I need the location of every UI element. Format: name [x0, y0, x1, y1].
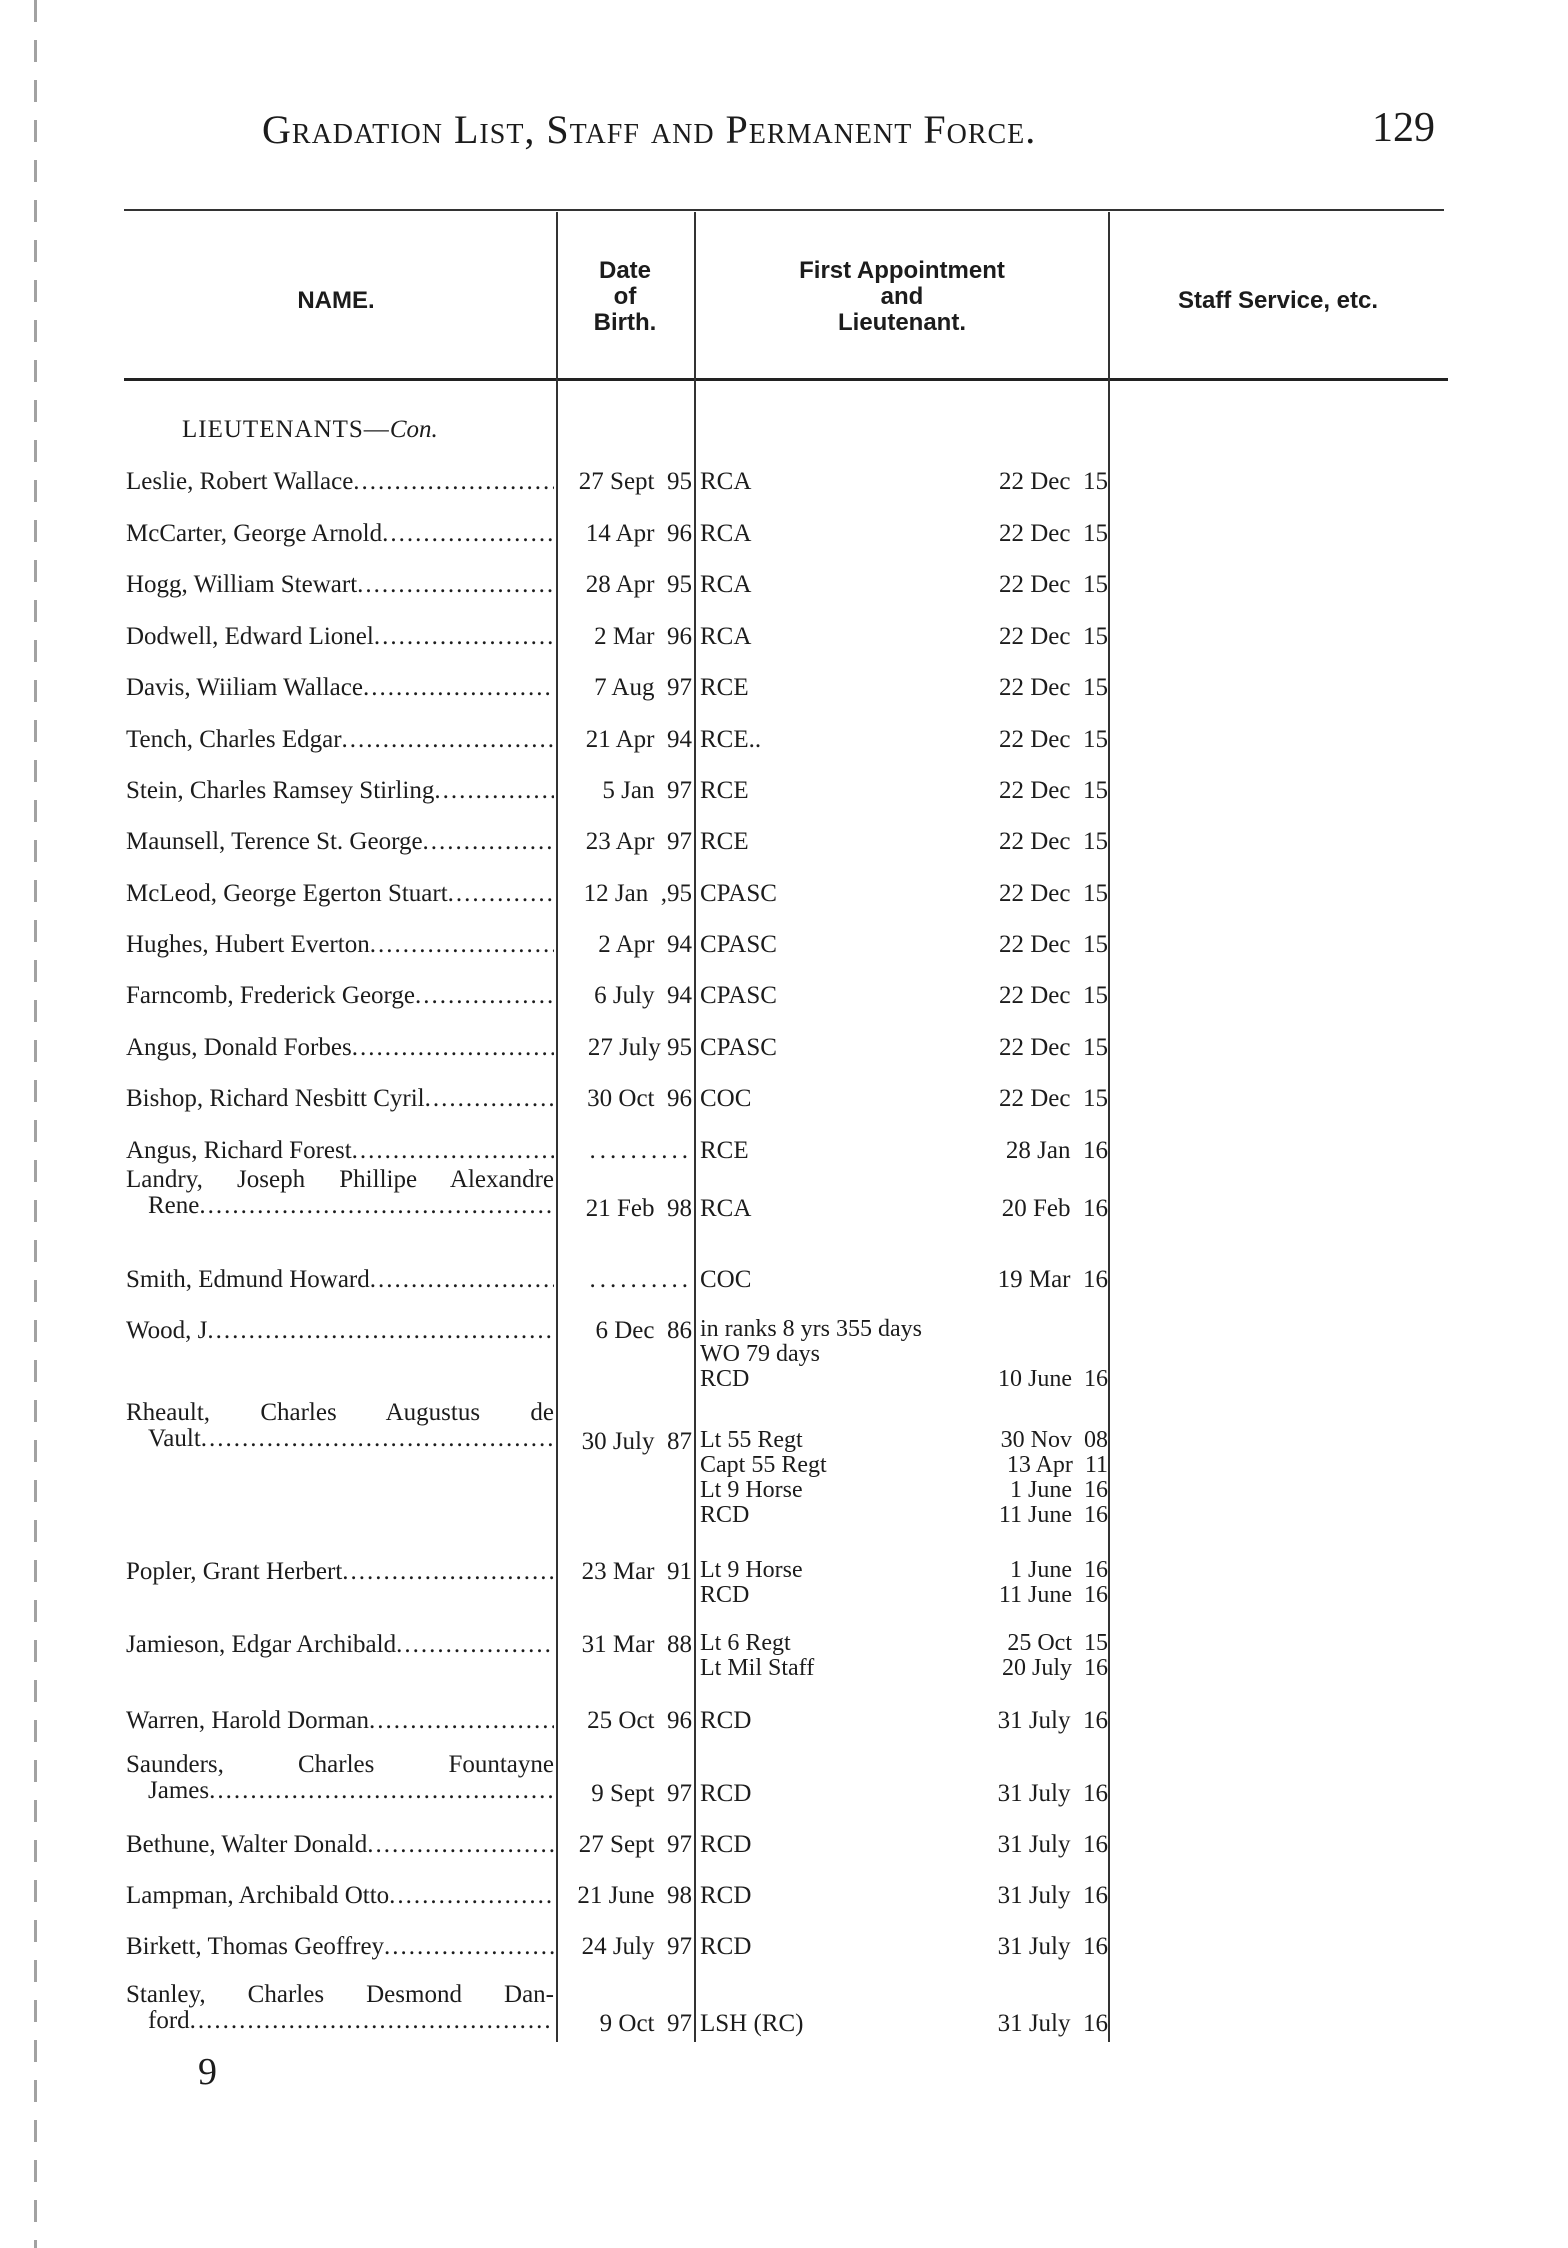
officer-name: Dodwell, Edward Lionel .....: [126, 623, 554, 651]
column-header-name: NAME.: [297, 287, 375, 314]
appointment-corps: Capt 55 Regt: [700, 1452, 827, 1478]
appointment-date: 25 Oct 15: [1007, 1630, 1108, 1656]
officer-name: [126, 1400, 554, 1452]
officer-name: Davis, Wiiliam Wallace .....: [126, 674, 554, 702]
appointment-date: 22 Dec 15: [999, 623, 1108, 650]
appointment-corps: RCA: [700, 623, 752, 650]
appointment-corps: RCA: [700, 520, 752, 547]
appointment-date: 22 Dec 15: [999, 880, 1108, 907]
appointment-date: 31 July 16: [997, 1882, 1108, 1909]
date-of-birth: 30 Oct 96: [587, 1085, 692, 1112]
date-of-birth: 27 Sept 97: [578, 1831, 692, 1858]
appointment-corps: RCE: [700, 828, 749, 855]
appointment-corps: RCD: [700, 1831, 752, 1858]
date-of-birth: 12 Jan ,95: [583, 880, 692, 907]
appointment-corps: RCD: [700, 1933, 752, 1960]
appointment-corps: RCA: [700, 571, 752, 598]
date-of-birth: ..........: [589, 1137, 692, 1164]
date-of-birth: 14 Apr 96: [585, 520, 692, 547]
appointment-corps: CPASC: [700, 1034, 777, 1061]
officer-name: [126, 1752, 554, 1804]
appointment-date: 22 Dec 15: [999, 726, 1108, 753]
appointment-date: 22 Dec 15: [999, 571, 1108, 598]
appointment-date: 22 Dec 15: [999, 468, 1108, 495]
appointment-corps: RCE: [700, 777, 749, 804]
date-of-birth: 25 Oct 96: [587, 1707, 692, 1734]
appointment-corps: RCD: [700, 1366, 750, 1392]
appointment-date: 1 June 16: [1010, 1477, 1108, 1503]
date-of-birth: 2 Apr 94: [598, 931, 692, 958]
column-header-dob: Date of Birth.: [593, 257, 657, 336]
date-of-birth: 23 Mar 91: [581, 1558, 692, 1585]
officer-name: Stein, Charles Ramsey Stirling .....: [126, 777, 554, 805]
signature-mark: 9: [198, 2051, 217, 2093]
date-of-birth: 6 Dec 86: [595, 1317, 692, 1344]
appointment-corps: CPASC: [700, 982, 777, 1009]
officer-name: Warren, Harold Dorman .....: [126, 1707, 554, 1735]
date-of-birth: 6 July 94: [594, 982, 692, 1009]
officer-name: Wood, J .....: [126, 1317, 554, 1345]
header-rule: [124, 378, 1448, 381]
officer-name-line: Stanley, Charles Desmond Dan-: [126, 1981, 554, 2008]
date-of-birth: 9 Sept 97: [591, 1780, 692, 1807]
appointment-date: 20 Feb 16: [1001, 1195, 1108, 1222]
officer-name-continuation: Vault .....: [126, 1426, 554, 1452]
date-of-birth: 24 July 97: [581, 1933, 692, 1960]
appointment-date: 30 Nov 08: [1000, 1427, 1108, 1453]
officer-name: Angus, Donald Forbes .....: [126, 1034, 554, 1062]
appointment-corps: in ranks 8 yrs 355 days: [700, 1316, 922, 1342]
officer-name-line: Saunders, Charles Fountayne: [126, 1751, 554, 1778]
officer-name: Hogg, William Stewart .....: [126, 571, 554, 599]
appointment-corps: COC: [700, 1085, 752, 1112]
appointment-corps: CPASC: [700, 931, 777, 958]
appointment-date: 19 Mar 16: [997, 1266, 1108, 1293]
officer-name-continuation: James .....: [126, 1778, 554, 1804]
appointment-date: 28 Jan 16: [1005, 1137, 1108, 1164]
officer-name-line: Landry, Joseph Phillipe Alexandre: [126, 1166, 554, 1193]
appointment-corps: Lt Mil Staff: [700, 1655, 815, 1681]
officer-name: McCarter, George Arnold .....: [126, 520, 554, 548]
officer-name: Popler, Grant Herbert .....: [126, 1558, 554, 1586]
officer-name: Smith, Edmund Howard .....: [126, 1266, 554, 1294]
appointment-corps: RCE: [700, 674, 749, 701]
appointment-date: 11 June 16: [998, 1502, 1108, 1528]
appointment-corps: COC: [700, 1266, 752, 1293]
appointment-corps: Lt 9 Horse: [700, 1477, 803, 1503]
officer-name-line: Rheault, Charles Augustus de: [126, 1399, 554, 1426]
appointment-date: 31 July 16: [997, 2010, 1108, 2037]
date-of-birth: ..........: [589, 1266, 692, 1293]
appointment-date: 31 July 16: [997, 1831, 1108, 1858]
appointment-corps: RCA: [700, 468, 752, 495]
officer-name: Lampman, Archibald Otto .....: [126, 1882, 554, 1910]
column-header-staff: Staff Service, etc.: [1177, 287, 1379, 314]
officer-name: Birkett, Thomas Geoffrey .....: [126, 1933, 554, 1961]
appointment-date: 22 Dec 15: [999, 520, 1108, 547]
column-header-appointment: First Appointment and Lieutenant.: [799, 257, 1005, 336]
date-of-birth: 2 Mar 96: [594, 623, 692, 650]
appointment-corps: Lt 6 Regt: [700, 1630, 791, 1656]
appointment-corps: RCD: [700, 1780, 752, 1807]
date-of-birth: 21 June 98: [577, 1882, 692, 1909]
date-of-birth: 21 Apr 94: [585, 726, 692, 753]
appointment-corps: RCD: [700, 1882, 752, 1909]
appointment-corps: RCD: [700, 1582, 750, 1608]
date-of-birth: 27 Sept 95: [578, 468, 692, 495]
appointment-date: 22 Dec 15: [999, 828, 1108, 855]
appointment-corps: LSH (RC): [700, 2010, 804, 2037]
officer-name: Bethune, Walter Donald .....: [126, 1831, 554, 1859]
appointment-corps: Lt 9 Horse: [700, 1557, 803, 1583]
officer-name: Angus, Richard Forest .....: [126, 1137, 554, 1165]
officer-name: Jamieson, Edgar Archibald .....: [126, 1631, 554, 1659]
appointment-corps: Lt 55 Regt: [700, 1427, 803, 1453]
appointment-date: 31 July 16: [997, 1780, 1108, 1807]
date-of-birth: 7 Aug 97: [594, 674, 692, 701]
column-divider: [556, 212, 558, 2042]
officer-name: Leslie, Robert Wallace .....: [126, 468, 554, 496]
date-of-birth: 5 Jan 97: [602, 777, 692, 804]
appointment-corps: CPASC: [700, 880, 777, 907]
date-of-birth: 21 Feb 98: [585, 1195, 692, 1222]
page-title: Gradation List, Staff and Permanent Force.: [262, 107, 1037, 152]
appointment-date: 10 June 16: [998, 1366, 1108, 1392]
officer-name: Maunsell, Terence St. George .....: [126, 828, 554, 856]
appointment-corps: RCD: [700, 1707, 752, 1734]
appointment-date: 31 July 16: [997, 1707, 1108, 1734]
appointment-date: 22 Dec 15: [999, 1034, 1108, 1061]
appointment-date: 20 July 16: [1001, 1655, 1108, 1681]
section-label: LIEUTENANTS—Con.: [182, 416, 438, 443]
column-divider: [1108, 212, 1110, 2042]
appointment-corps: WO 79 days: [700, 1341, 820, 1367]
appointment-date: 31 July 16: [997, 1933, 1108, 1960]
appointment-date: 22 Dec 15: [999, 982, 1108, 1009]
officer-name-continuation: Rene .....: [126, 1193, 554, 1219]
officer-name: Tench, Charles Edgar .....: [126, 726, 554, 754]
date-of-birth: 27 July 95: [587, 1034, 692, 1061]
appointment-corps: RCE: [700, 1137, 749, 1164]
appointment-date: 11 June 16: [998, 1582, 1108, 1608]
appointment-corps: RCA: [700, 1195, 752, 1222]
date-of-birth: 31 Mar 88: [581, 1631, 692, 1658]
appointment-date: 22 Dec 15: [999, 777, 1108, 804]
appointment-corps: RCE..: [700, 726, 762, 753]
page-margin-mark: [34, 0, 37, 2248]
date-of-birth: 30 July 87: [581, 1428, 692, 1455]
top-rule: [124, 209, 1444, 211]
page-number: 129: [1372, 105, 1435, 151]
officer-name: Bishop, Richard Nesbitt Cyril .....: [126, 1085, 554, 1113]
appointment-date: 1 June 16: [1010, 1557, 1108, 1583]
appointment-date: 22 Dec 15: [999, 1085, 1108, 1112]
officer-name: [126, 1982, 554, 2034]
officer-name: [126, 1167, 554, 1219]
officer-name: McLeod, George Egerton Stuart .....: [126, 880, 554, 908]
appointment-date: 22 Dec 15: [999, 674, 1108, 701]
appointment-date: 22 Dec 15: [999, 931, 1108, 958]
date-of-birth: 28 Apr 95: [585, 571, 692, 598]
date-of-birth: 23 Apr 97: [585, 828, 692, 855]
officer-name-continuation: ford .....: [126, 2008, 554, 2034]
officer-name: Hughes, Hubert Everton .....: [126, 931, 554, 959]
date-of-birth: 9 Oct 97: [599, 2010, 692, 2037]
appointment-date: 13 Apr 11: [1006, 1452, 1108, 1478]
officer-name: Farncomb, Frederick George .....: [126, 982, 554, 1010]
column-divider: [694, 212, 696, 2042]
appointment-corps: RCD: [700, 1502, 750, 1528]
